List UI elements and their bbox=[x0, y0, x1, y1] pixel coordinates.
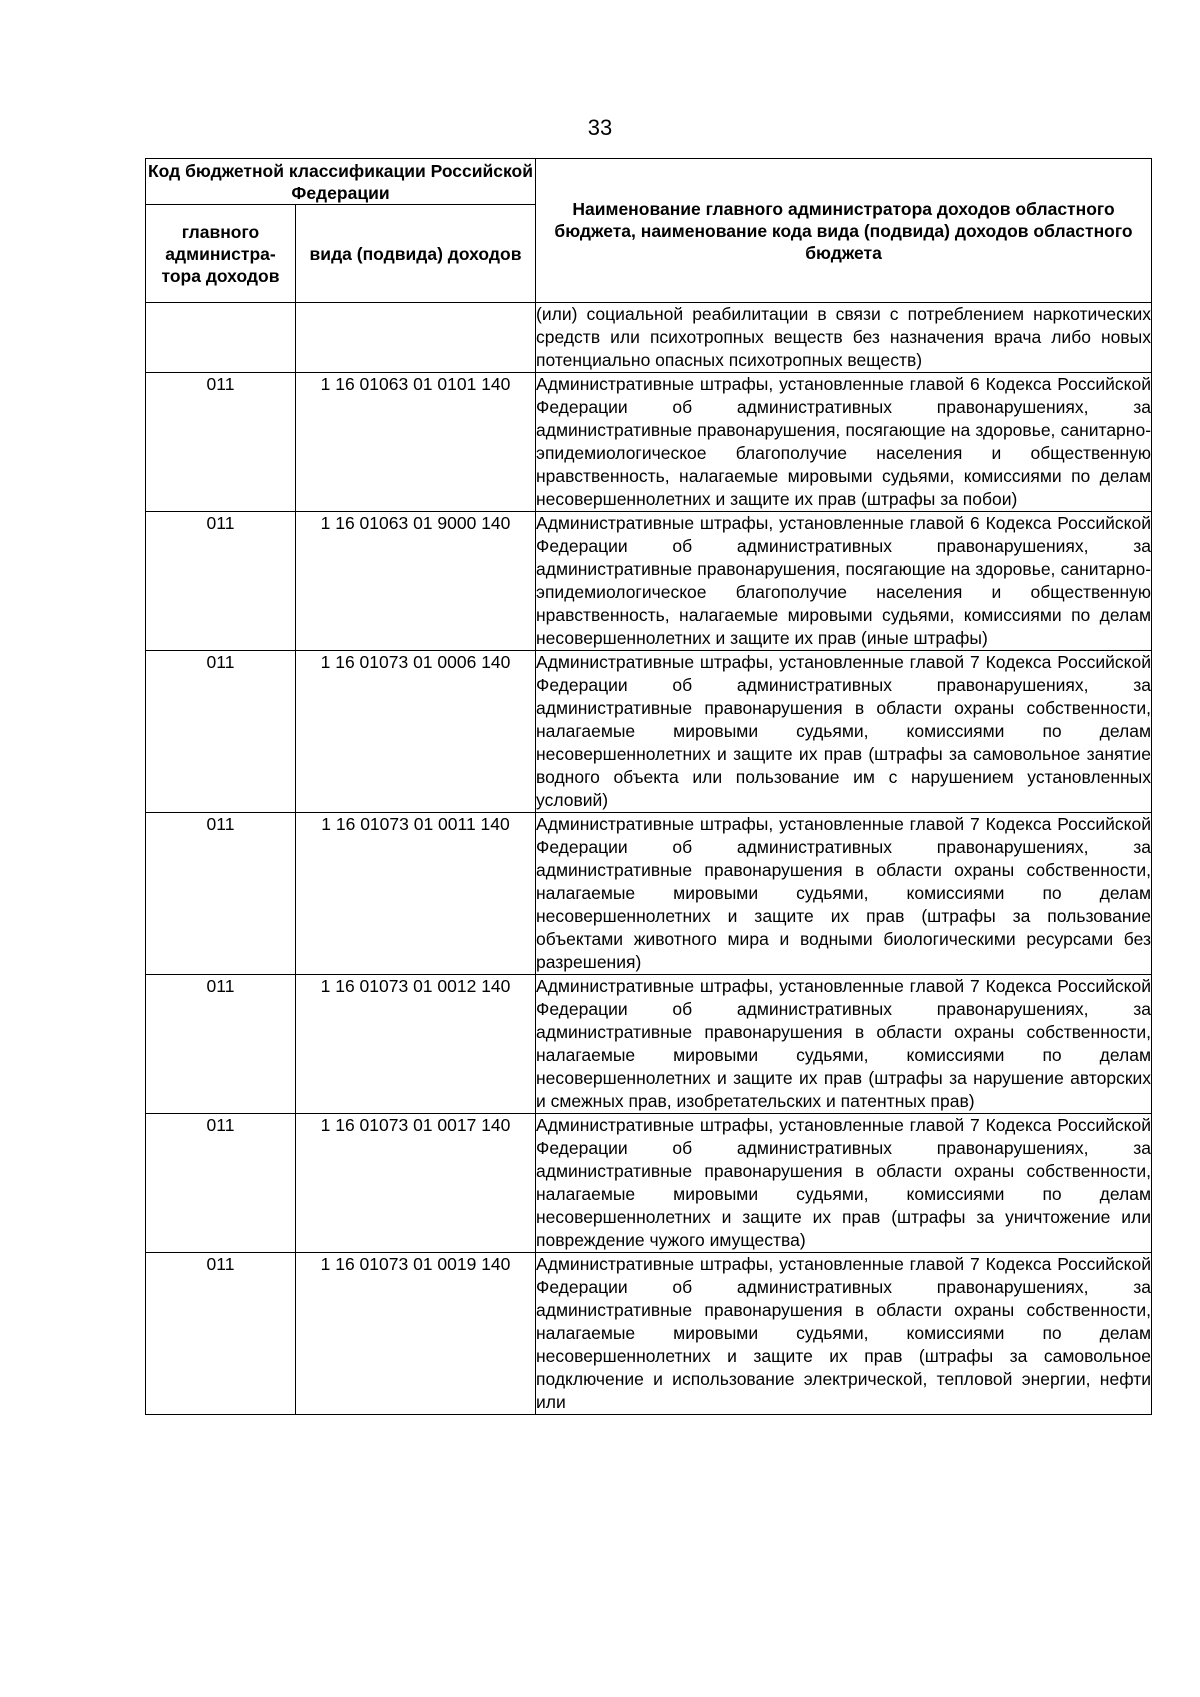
admin-code-cell: 011 bbox=[146, 373, 296, 512]
table-row bbox=[146, 1253, 1152, 1415]
revenue-name-cell: Административные штрафы, установленные главой 6 Кодекса Российской Федерации об административных правонарушениях, за административные правонарушения, посягающие на здоровье, санитарно-эпидемиологическое благополучие населения и общественную нравственность, налагаемые мировыми судьями, комиссиями по делам несовершеннолетних и защите их прав (штрафы за побои) bbox=[536, 373, 1152, 512]
revenue-name-cell: Административные штрафы, установленные главой 7 Кодекса Российской Федерации об административных правонарушениях, за административные правонарушения в области охраны собственности, налагаемые мировыми судьями, комиссиями по делам несовершеннолетних и защите их прав (штрафы за нарушение авторских и смежных прав, изобретательских и патентных прав) bbox=[536, 975, 1152, 1114]
table-row bbox=[146, 373, 1152, 512]
admin-code-cell: 011 bbox=[146, 1253, 296, 1415]
revenue-code-cell: 1 16 01073 01 0011 140 bbox=[296, 813, 536, 975]
header-budget-code-group: Код бюджетной классификации Российской Федерации bbox=[146, 159, 536, 205]
revenue-code-cell: 1 16 01073 01 0019 140 bbox=[296, 1253, 536, 1415]
revenue-name-cell: Административные штрафы, установленные главой 7 Кодекса Российской Федерации об административных правонарушениях, за административные правонарушения в области охраны собственности, налагаемые мировыми судьями, комиссиями по делам несовершеннолетних и защите их прав (штрафы за самовольное занятие водного объекта или пользование им с нарушением установленных условий) bbox=[536, 651, 1152, 813]
header-main-administrator: главного администра-тора доходов bbox=[146, 205, 296, 303]
revenue-name-cell: Административные штрафы, установленные главой 7 Кодекса Российской Федерации об административных правонарушениях, за административные правонарушения в области охраны собственности, налагаемые мировыми судьями, комиссиями по делам несовершеннолетних и защите их прав (штрафы за уничтожение или повреждение чужого имущества) bbox=[536, 1114, 1152, 1253]
table-row bbox=[146, 1114, 1152, 1253]
revenue-name-cell: Административные штрафы, установленные главой 6 Кодекса Российской Федерации об административных правонарушениях, за административные правонарушения, посягающие на здоровье, санитарно-эпидемиологическое благополучие населения и общественную нравственность, налагаемые мировыми судьями, комиссиями по делам несовершеннолетних и защите их прав (иные штрафы) bbox=[536, 512, 1152, 651]
admin-code-cell: 011 bbox=[146, 975, 296, 1114]
table-row bbox=[146, 303, 1152, 373]
revenue-code-cell: 1 16 01073 01 0006 140 bbox=[296, 651, 536, 813]
revenue-code-cell: 1 16 01073 01 0012 140 bbox=[296, 975, 536, 1114]
revenue-code-cell bbox=[296, 303, 536, 373]
revenue-name-cell: Административные штрафы, установленные главой 7 Кодекса Российской Федерации об административных правонарушениях, за административные правонарушения в области охраны собственности, налагаемые мировыми судьями, комиссиями по делам несовершеннолетних и защите их прав (штрафы за самовольное подключение и использование электрической, тепловой энергии, нефти или bbox=[536, 1253, 1152, 1415]
admin-code-cell: 011 bbox=[146, 651, 296, 813]
table-row bbox=[146, 813, 1152, 975]
revenue-name-cell: (или) социальной реабилитации в связи с потреблением наркотических средств или психотропных веществ без назначения врача либо новых потенциально опасных психотропных веществ) bbox=[536, 303, 1152, 373]
table-row bbox=[146, 651, 1152, 813]
header-revenue-name: Наименование главного администратора доходов областного бюджета, наименование кода вида (подвида) доходов областного бюджета bbox=[536, 159, 1152, 303]
revenue-code-cell: 1 16 01063 01 9000 140 bbox=[296, 512, 536, 651]
admin-code-cell bbox=[146, 303, 296, 373]
budget-classification-table bbox=[145, 158, 1152, 1415]
table-header bbox=[146, 159, 1152, 303]
revenue-name-cell: Административные штрафы, установленные главой 7 Кодекса Российской Федерации об административных правонарушениях, за административные правонарушения в области охраны собственности, налагаемые мировыми судьями, комиссиями по делам несовершеннолетних и защите их прав (штрафы за пользование объектами животного мира и водными биологическими ресурсами без разрешения) bbox=[536, 813, 1152, 975]
revenue-code-cell: 1 16 01073 01 0017 140 bbox=[296, 1114, 536, 1253]
revenue-code-cell: 1 16 01063 01 0101 140 bbox=[296, 373, 536, 512]
page-number: 33 bbox=[587, 115, 613, 140]
admin-code-cell: 011 bbox=[146, 813, 296, 975]
table-row bbox=[146, 512, 1152, 651]
admin-code-cell: 011 bbox=[146, 1114, 296, 1253]
admin-code-cell: 011 bbox=[146, 512, 296, 651]
header-revenue-kind: вида (подвида) доходов bbox=[296, 205, 536, 303]
table-row bbox=[146, 975, 1152, 1114]
